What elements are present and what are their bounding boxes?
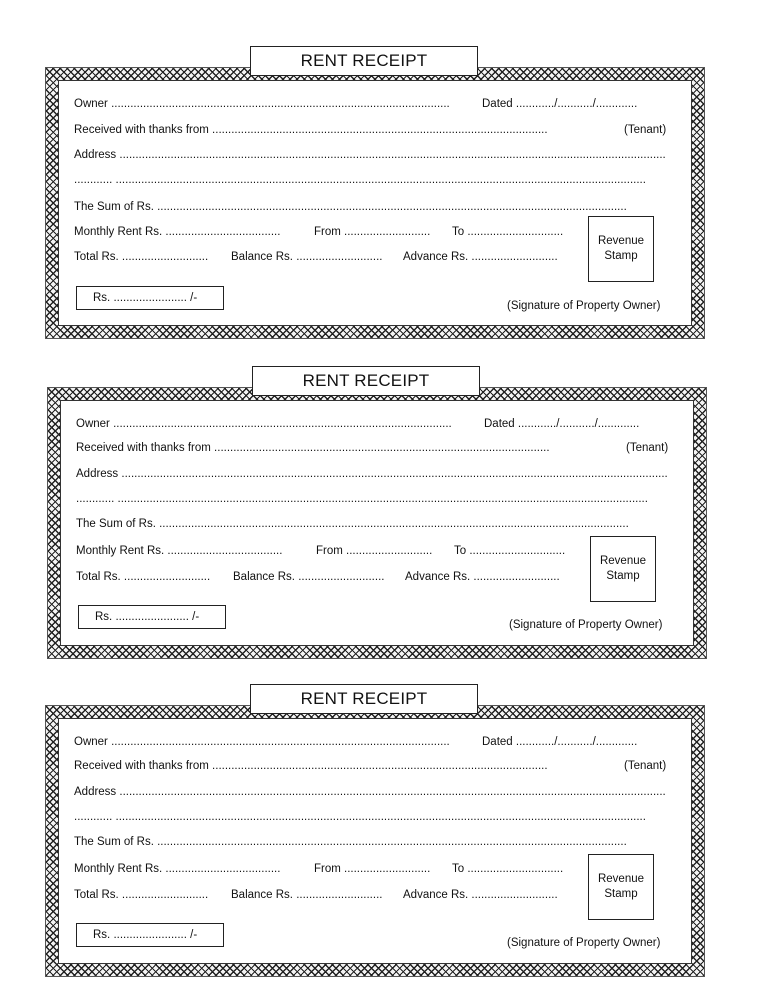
received-from-field: Received with thanks from ......................................................................................................... <box>76 442 550 454</box>
advance-field: Advance Rs. ........................... <box>405 571 560 583</box>
owner-field: Owner .......................................................................................................... <box>74 98 450 110</box>
balance-field: Balance Rs. ........................... <box>233 571 385 583</box>
sum-field: The Sum of Rs. ................................................................................................................................................... <box>74 836 627 848</box>
advance-field: Advance Rs. ........................... <box>403 889 558 901</box>
from-field: From ........................... <box>316 545 433 557</box>
from-field: From ........................... <box>314 863 431 875</box>
signature-label: (Signature of Property Owner) <box>507 300 661 312</box>
to-field: To .............................. <box>454 545 566 557</box>
address-field: Address ........................................................................................................................................................................... <box>76 468 668 480</box>
stamp-label-line-1: Revenue <box>597 235 645 247</box>
signature-label: (Signature of Property Owner) <box>507 937 661 949</box>
tenant-label: (Tenant) <box>626 442 669 454</box>
to-field: To .............................. <box>452 863 564 875</box>
stamp-label-line-2: Stamp <box>606 570 640 582</box>
total-field: Total Rs. ........................... <box>74 889 209 901</box>
address-line-2: ............ ...................................................................................................................................................................... <box>76 493 648 505</box>
rent-receipt-3 <box>0 682 768 982</box>
owner-field: Owner .......................................................................................................... <box>76 418 452 430</box>
stamp-label-line-1: Revenue <box>597 873 645 885</box>
balance-field: Balance Rs. ........................... <box>231 889 383 901</box>
receipt-title: RENT RECEIPT <box>250 46 478 76</box>
received-from-field: Received with thanks from ......................................................................................................... <box>74 124 548 136</box>
receipt-title: RENT RECEIPT <box>252 366 480 396</box>
dated-field: Dated ............/.........../............. <box>482 98 638 110</box>
to-field: To .............................. <box>452 226 564 238</box>
total-field: Total Rs. ........................... <box>76 571 211 583</box>
monthly-rent-field: Monthly Rent Rs. .................................... <box>76 545 283 557</box>
stamp-label-line-2: Stamp <box>604 888 638 900</box>
dated-field: Dated ............/.........../............. <box>484 418 640 430</box>
amount-box: Rs. ....................... /- <box>76 923 224 947</box>
from-field: From ........................... <box>314 226 431 238</box>
tenant-label: (Tenant) <box>624 124 667 136</box>
revenue-stamp-box <box>588 854 654 920</box>
sum-field: The Sum of Rs. ................................................................................................................................................... <box>76 518 629 530</box>
received-from-field: Received with thanks from ......................................................................................................... <box>74 760 548 772</box>
stamp-label-line-1: Revenue <box>599 555 647 567</box>
amount-box: Rs. ....................... /- <box>78 605 226 629</box>
tenant-label: (Tenant) <box>624 760 667 772</box>
monthly-rent-field: Monthly Rent Rs. .................................... <box>74 226 281 238</box>
dated-field: Dated ............/.........../............. <box>482 736 638 748</box>
address-line-2: ............ ...................................................................................................................................................................... <box>74 174 646 186</box>
address-field: Address ........................................................................................................................................................................... <box>74 786 666 798</box>
rent-receipt-2 <box>0 364 768 664</box>
signature-label: (Signature of Property Owner) <box>509 619 663 631</box>
address-field: Address ........................................................................................................................................................................... <box>74 149 666 161</box>
total-field: Total Rs. ........................... <box>74 251 209 263</box>
revenue-stamp-box <box>588 216 654 282</box>
owner-field: Owner .......................................................................................................... <box>74 736 450 748</box>
address-line-2: ............ ...................................................................................................................................................................... <box>74 811 646 823</box>
monthly-rent-field: Monthly Rent Rs. .................................... <box>74 863 281 875</box>
sum-field: The Sum of Rs. ................................................................................................................................................... <box>74 201 627 213</box>
rent-receipt-1 <box>0 44 768 344</box>
amount-box: Rs. ....................... /- <box>76 286 224 310</box>
revenue-stamp-box <box>590 536 656 602</box>
receipt-title: RENT RECEIPT <box>250 684 478 714</box>
stamp-label-line-2: Stamp <box>604 250 638 262</box>
balance-field: Balance Rs. ........................... <box>231 251 383 263</box>
advance-field: Advance Rs. ........................... <box>403 251 558 263</box>
